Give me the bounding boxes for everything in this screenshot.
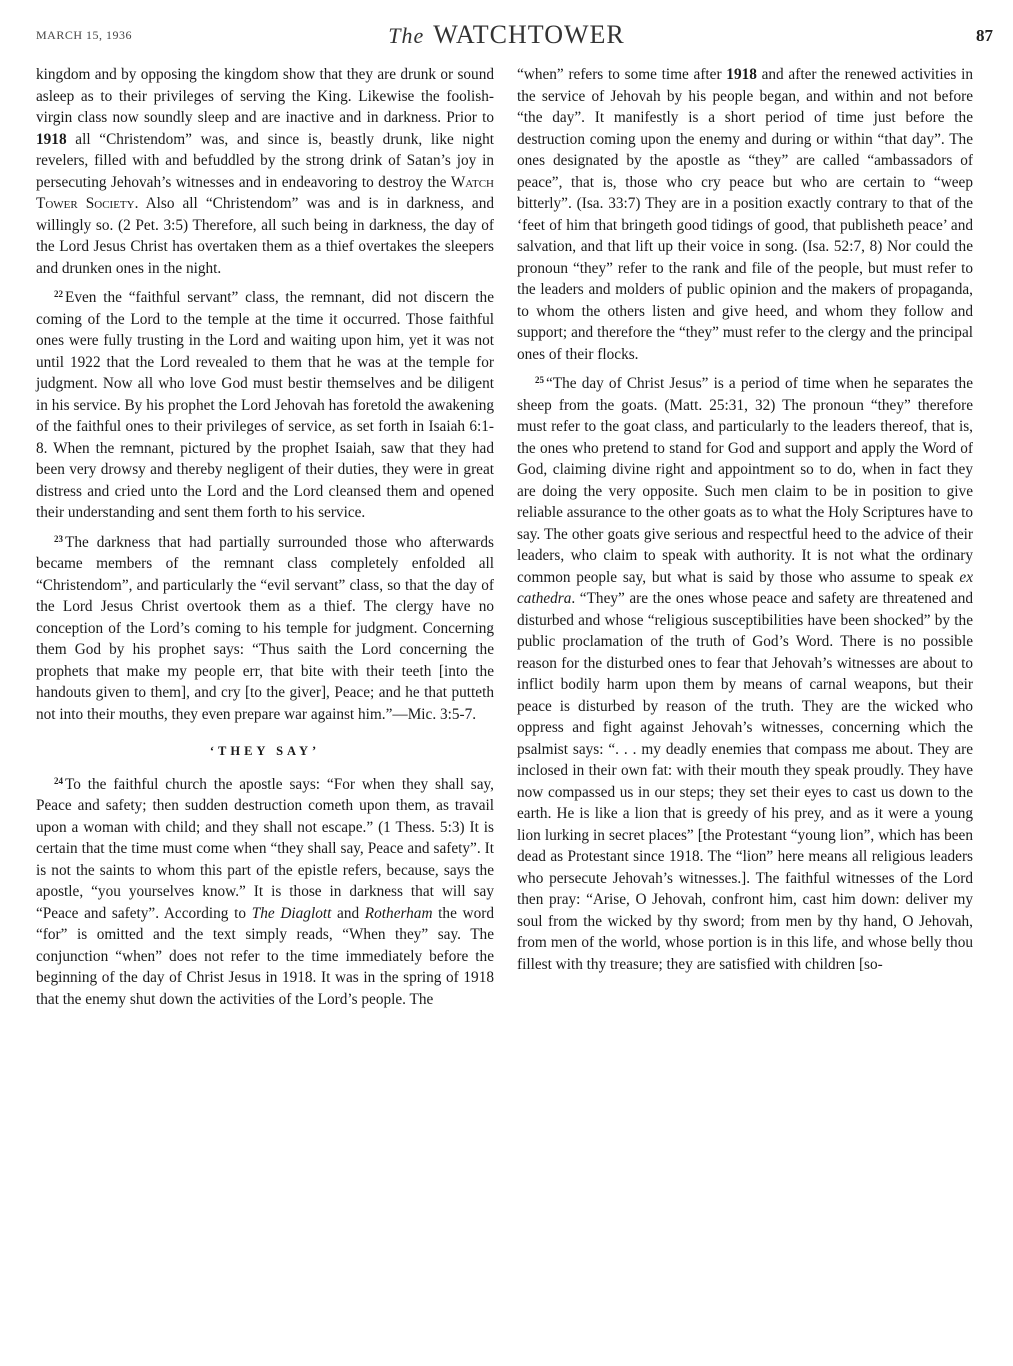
italic-title: The Diaglott — [251, 904, 332, 922]
paragraph-24-continued — [517, 64, 973, 365]
page-number: 87 — [976, 26, 993, 45]
text-run: . Also all “Christendom” was and is in darkness, and willingly so. (2 Pet. 3:5) Therefore, all such being in darkness, the day of the Lord Jesus Christ has overtaken them as a thief overtakes the sleepers and drunken ones in the night. — [36, 195, 495, 277]
text-run: “The day of Christ Jesus” is a period of time when he separates the sheep from the goats. (Matt. 25:31, 32) The pronoun “they” therefore must refer to the goat class, and particularly to the leaders thereof, that is, the ones who pretend to stand for God and support and apply the Word of God, claiming divine right and appointment so to do, when in fact they are doing the very opposite. Such men claim to be in position to give reliable assurance to the other goats as to what the Holy Scriptures have to say. The other goats give serious and respectful heed to the advice of their leaders, who claim to speak with authority. It is not what the ordinary common people say, but what is said by those who assume to speak — [517, 375, 973, 586]
paragraph-24 — [36, 771, 494, 1011]
text-run: all “Christendom” was, and since is, beastly drunk, like night revelers, filled with and befuddled by the strong drink of Satan’s joy in persecuting Jehovah’s witnesses and in endeavoring to destroy the — [36, 130, 494, 191]
text-run: To the faithful church the apostle says: “For when they shall say, Peace and safety; then sudden destruction cometh upon them, as travail upon a woman with child; and they shall not escape.” (1 Thess. 5:3) It is certain that the time must come when “they shall say, Peace and safety”. It is not the saints to whom this part of the epistle refers, because, says the apostle, “you yourselves know.” It is those in darkness that will say “Peace and safety”. According to — [36, 775, 494, 922]
right-column — [517, 64, 973, 975]
paragraph-number: 24 — [54, 775, 63, 786]
masthead-title — [0, 20, 1013, 50]
issue-date: MARCH 15, 1936 — [36, 28, 133, 42]
paragraph-21-continued — [36, 64, 494, 279]
text-run-bold: 1918 — [726, 66, 757, 83]
paragraph-number: 22 — [54, 289, 63, 299]
society-name: Watch Tower Society — [36, 173, 494, 212]
paragraph-25 — [517, 370, 973, 975]
masthead-the: The — [388, 23, 425, 48]
text-run: Even the “faithful servant” class, the remnant, did not discern the coming of the Lord to the temple at the time it occurred. Those faithful ones were fully trusting in the Lord and waiting upon him, yet it was not until 1922 that the Lord revealed to them that he was at the temple for judgment. Now all who love God must bestir themselves and be diligent in his service. By his prophet the Lord Jehovah has foretold the awakening of the faithful ones to their privileges of service, as set forth in Isaiah 6:1-8. When the remnant, pictured by the prophet Isaiah, saw that they had been very drowsy and thereby negligent of their duties, they were in great distress and cried unto the Lord and the Lord cleansed them and opened their understanding and sent them forth to his service. — [36, 289, 494, 521]
text-run: kingdom and by opposing the kingdom show that they are drunk or sound asleep as to their privileges of serving the King. Likewise the foolish-virgin class now soundly sleep and are inactive and in darkness. Prior to — [36, 66, 494, 126]
text-run: . “They” are the ones whose peace and safety are threatened and disturbed and whose “religious susceptibilities have been shocked” by the public proclamation of the truth of God’s Word. There is no possible reason for the disturbed ones to fear that Jehovah’s witnesses are about to inflict bodily harm upon them by means of carnal weapons, but their peace is disturbed by reason of the truth. They are the wicked who oppress and fight against Jehovah’s witnesses, concerning which the psalmist says: “. . . my deadly enemies that compass me about. They are inclosed in their own fat: with their mouth they speak proudly. They have now compassed us in our steps; they set their eyes to cast us down to the earth. He is like a lion that is greedy of his prey, and as it were a young lion lurking in secret places” [the Protestant “young lion”, which has been dead as Protestant since 1918. The “lion” here means all religious leaders who persecute Jehovah’s witnesses.]. The faithful witnesses of the Lord then pray: “Arise, O Jehovah, confront him, cast him down: deliver my soul from the wicked by thy sword; from men by thy hand, O Jehovah, from men of the world, whose portion is in this life, and whose belly thou fillest with thy treasure; they are satisfied with children [so- — [517, 590, 973, 973]
text-run: and after the renewed activities in the service of Jehovah by his people began, and within and not before “the day”. It manifestly is a short period of time just before the destruction coming upon the enemy and during or within “that day”. The ones designated by the apostle as “they” are called “ambassadors of peace”, that is, those who cry peace but who are certain to “weep bitterly”. (Isa. 33:7) They are in a position exactly contrary to that of the ‘feet of him that bringeth good tidings of good, that publisheth peace’ and salvation, and that lift up their voice in song. (Isa. 52:7, 8) Nor could the pronoun “they” refer to the rank and file of the people, but must refer to the leaders and molders of public opinion and the makers of propaganda, to whom the others listen and give heed, and whom they follow and support; and therefore the “they” must refer to the clergy and the principal ones of their flocks. — [517, 66, 973, 363]
paragraph-22 — [36, 284, 494, 524]
page-header — [0, 0, 1013, 56]
section-subheading: ‘THEY SAY’ — [209, 744, 321, 758]
masthead-watchtower: WATCHTOWER — [433, 20, 625, 49]
text-run: “when” refers to some time after — [517, 66, 727, 83]
paragraph-number: 23 — [54, 533, 63, 544]
paragraph-number: 25 — [535, 375, 544, 385]
text-run-bold: 1918 — [36, 130, 67, 148]
italic-title: Rotherham — [364, 904, 433, 922]
paragraph-23 — [36, 529, 494, 726]
text-run: and — [331, 904, 365, 922]
text-run: the word “for” is omitted and the text simply reads, “When they” say. The conjunction “when” does not refer to the time immediately before the beginning of the day of Christ Jesus in 1918. It was in the spring of 1918 that the enemy shut down the activities of the Lord’s people. The — [36, 904, 494, 1008]
text-run: The darkness that had partially surrounded those who afterwards became members of the remnant class completely enfolded all “Christendom”, and particularly the “evil servant” class, so that the day of the Lord Jesus Christ overtook them as a thief. The clergy have no conception of the Lord’s coming to his temple for judgment. Concerning them God by his prophet says: “Thus saith the Lord concerning the prophets that make my people err, that bite with their teeth [into the handouts given to them], and cry [to the giver], Peace; and he that putteth not into their mouths, they even prepare war against him.”—Mic. 3:5-7. — [36, 533, 494, 723]
left-column — [36, 64, 494, 1010]
italic-phrase: ex cathedra — [517, 568, 973, 607]
